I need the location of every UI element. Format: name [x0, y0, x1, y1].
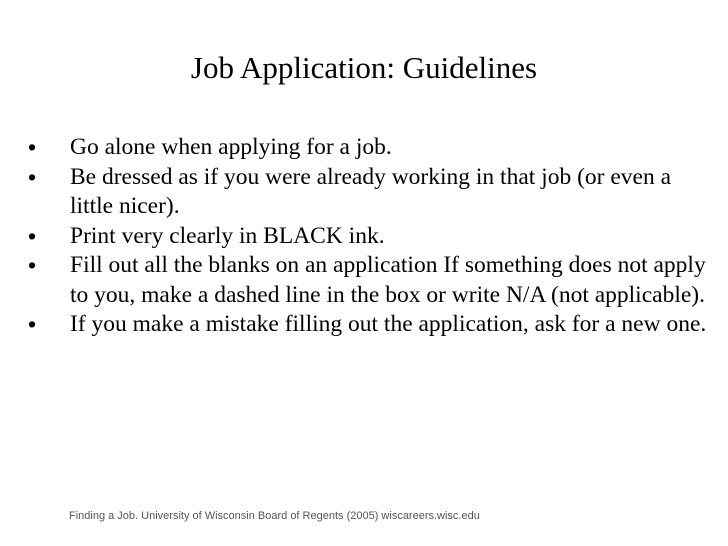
bullet-item-mistake: • If you make a mistake filling out the application, ask for a new one. — [28, 310, 718, 340]
bullet-item-fill-blanks: • Fill out all the blanks on an application If something does not apply to you, make a dashed line in the box or write N/A (not applicable). — [28, 251, 718, 310]
bullet-item-go-alone: • Go alone when applying for a job. — [28, 133, 718, 163]
source-footer: Finding a Job. University of Wisconsin Board of Regents (2005) wiscareers.wisc.edu — [69, 510, 480, 522]
bullet-list — [28, 133, 718, 340]
bullet-item-black-ink: • Print very clearly in BLACK ink. — [28, 222, 718, 252]
slide-title: Job Application: Guidelines — [190, 50, 538, 85]
bullet-item-dress: • Be dressed as if you were already working in that job (or even a little nicer). — [28, 163, 718, 222]
